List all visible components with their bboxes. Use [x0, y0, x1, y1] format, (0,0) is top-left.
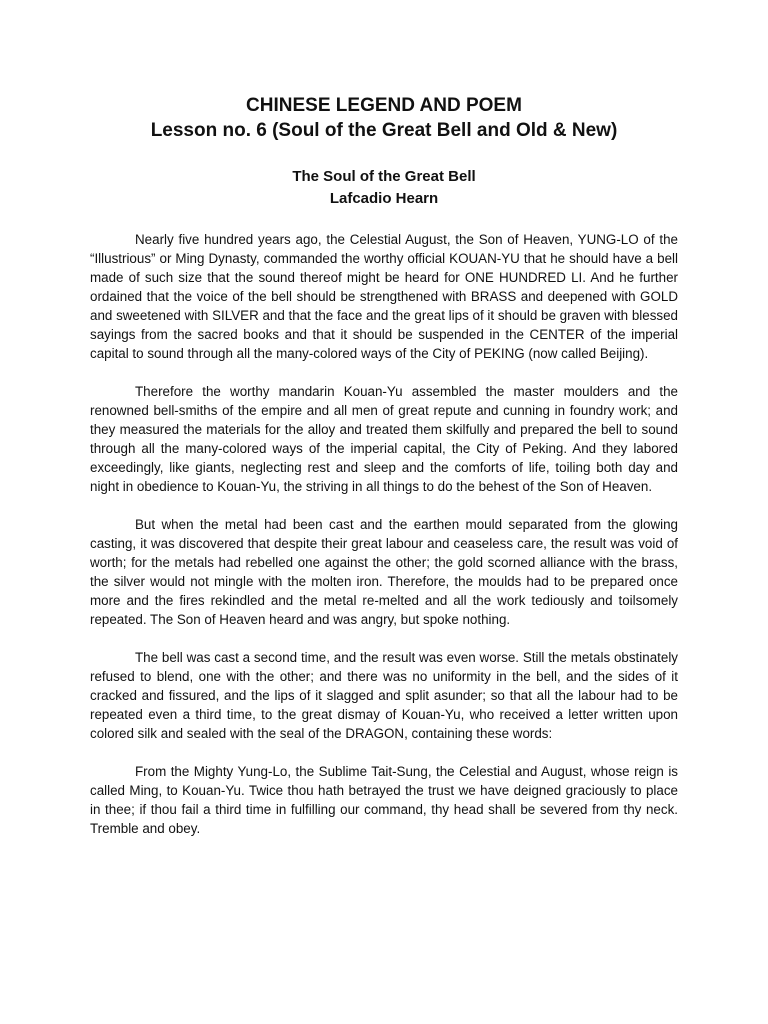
- paragraph-2: Therefore the worthy mandarin Kouan-Yu assembled the master moulders and the renowned bell-smiths of the empire and all men of great repute and cunning in foundry work; and they measured the materials for the alloy and treated them skilfully and prepared the bell to sound through all the many-colored ways of the imperial capital, the City of Peking. And they labored exceedingly, like giants, neglecting rest and sleep and the comforts of life, toiling both day and night in obedience to Kouan-Yu, the striving in all things to do the behest of the Son of Heaven.: [90, 384, 678, 494]
- story-header: [0, 166, 768, 210]
- paragraph-4: The bell was cast a second time, and the result was even worse. Still the metals obstinately refused to blend, one with the other; and there was no uniformity in the bell, and the sides of it cracked and fissured, and the lips of it slagged and split asunder; so that all the labour had to be repeated even a third time, to the great dismay of Kouan-Yu, who received a letter written upon colored silk and sealed with the seal of the DRAGON, containing these words:: [90, 650, 678, 741]
- story-title: The Soul of the Great Bell: [292, 168, 476, 185]
- document-header: [0, 93, 768, 143]
- paragraph-5: From the Mighty Yung-Lo, the Sublime Tait-Sung, the Celestial and August, whose reign is called Ming, to Kouan-Yu. Twice thou hath betrayed the trust we have deigned graciously to place in thee; if thou fail a third time in fulfilling our command, thy head shall be severed from thy neck. Tremble and obey.: [90, 764, 678, 836]
- paragraph-3: But when the metal had been cast and the earthen mould separated from the glowing casting, it was discovered that despite their great labour and ceaseless care, the result was void of worth; for the metals had rebelled one against the other; the gold scorned alliance with the brass, the silver would not mingle with the molten iron. Therefore, the moulds had to be prepared once more and the fires rekindled and the metal re-melted and all the work tediously and toilsomely repeated. The Son of Heaven heard and was angry, but spoke nothing.: [90, 517, 678, 627]
- document-title: CHINESE LEGEND AND POEM: [246, 95, 522, 116]
- document-subtitle: Lesson no. 6 (Soul of the Great Bell and Old & New): [150, 120, 618, 141]
- story-author: Lafcadio Hearn: [329, 190, 439, 207]
- story-body: [90, 230, 678, 838]
- paragraph-1: Nearly five hundred years ago, the Celestial August, the Son of Heaven, YUNG-LO of the “Illustrious” or Ming Dynasty, commanded the worthy official KOUAN-YU that he should have a bell made of such size that the sound thereof might be heard for ONE HUNDRED LI. And he further ordained that the voice of the bell should be strengthened with BRASS and deepened with GOLD and sweetened with SILVER and that the face and the great lips of it should be graven with blessed sayings from the sacred books and that it should be suspended in the CENTER of the imperial capital to sound through all the many-colored ways of the City of PEKING (now called Beijing).: [90, 232, 678, 361]
